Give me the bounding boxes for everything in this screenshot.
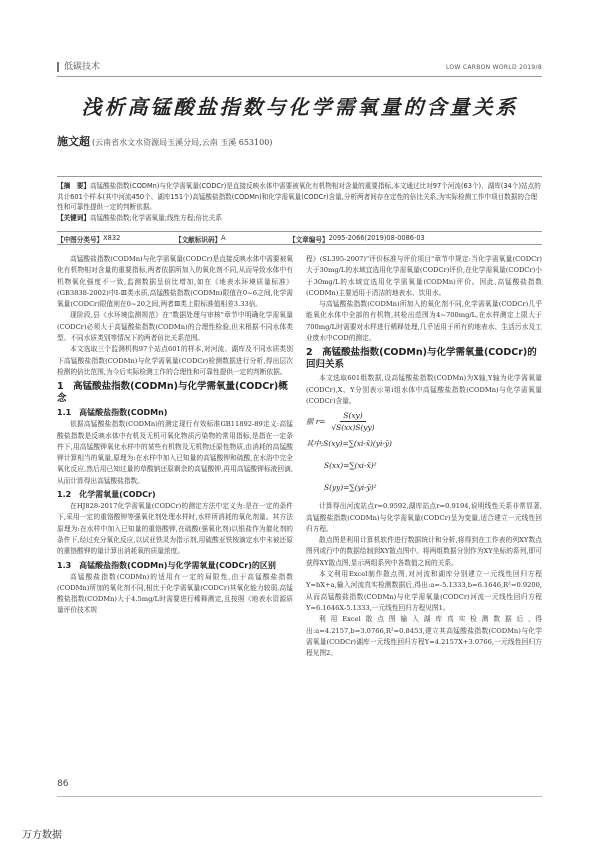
section-heading: 2 高锰酸盐指数(CODMn)与化学需氧量(CODCr)的回归关系 xyxy=(306,347,537,371)
page-number: 86 xyxy=(57,779,69,789)
formula-sxx: S(xx)= ∑(xi-x̄)² xyxy=(324,460,377,470)
clc-code: 【中图分类号】 X832 xyxy=(57,234,121,244)
body-paragraph: 本文选取三个监测机构97个站点601的样本,对河流、湖库及不同水质类别下高锰酸盐指数(CODMn)与化学需氧量(CODCr)检测数据进行分析,得出层次检测的倍比范围,为今后实际检测工作的合理性和可靠性提供一定的判断依据。 xyxy=(57,345,293,376)
author-affiliation: (云南省水文水资源局玉溪分局,云南 玉溪 653100) xyxy=(92,138,273,147)
right-column xyxy=(306,254,542,659)
body-paragraph: 计算得出河流站点r=0.9592,湖库站点r=0.9194,说明线性关系非常显著,高锰酸盐指数(CODMn)与化学需氧量(CODCr)呈为变量,适合建立一元线性回归方程。 xyxy=(306,502,542,533)
correlation-formula-block xyxy=(306,410,542,498)
body-paragraph: 本文选取601组数据,设高锰酸盐指数(CODMn)为X轴,Y轴为化学需氧量(CODCr),X、Y分别表示第i组水体中高锰酸盐指数(CODMn)与化学需氧量(CODCr)含量。 xyxy=(306,374,542,405)
section-heading: 1 高锰酸盐指数(CODMn)与化学需氧量(CODCr)概念 xyxy=(57,381,288,405)
abstract-block xyxy=(57,181,542,223)
body-paragraph: 散点图是利用计算机软件进行数据统计和分析,将得到在工作表的列XY数点图列或行中的数据绘制到XY散点图中。将两组数据分别作为XY坐标的系列,即可获得XY散点图,显示两组系列中各数值之间的关系。 xyxy=(306,536,542,567)
abstract-mid-rule xyxy=(57,231,542,232)
footer-rule xyxy=(57,796,542,797)
database-watermark: 万方数据 xyxy=(22,830,62,841)
subsection-heading: 1.2 化学需氧量(CODCr) xyxy=(57,490,156,500)
formula-syy: S(yy)= ∑(yi-ȳ)² xyxy=(324,482,377,492)
body-paragraph: 利用Excel散点图输入湖库真实检测数据后,得出:a=4.2157,b=3.0766,R²=0.8453,建立其高锰酸盐指数(CODMn)与化学需氧量(CODCr)湖库一元线性回归方程Y=4.2157X+3.0766,一元线性回归方程见图2。 xyxy=(306,615,542,658)
article-number: 【文章编号】 2095-2066(2019)08-0086-03 xyxy=(289,234,425,244)
body-paragraph: 高锰酸盐指数(CODMn)与化学需氧量(CODCr)是直接反映水体中需要被氧化有机物相对含量的重要指标,两者依据所加入的氧化剂不同,从而导致水体中有机物氧化强度不一致,监测数据呈倍比增加,如在《地表水环境质量标准》(GB3838-2002)中Ⅰ-Ⅲ类水质,高锰酸盐指数(CODMn)限值在0~6之间,化学需氧量(CODCr)限值则在0~20之间,两者Ⅲ类上限标准值相差3.33倍。 xyxy=(57,255,293,309)
subsection-heading: 1.3 高锰酸盐指数(CODMn)与化学需氧量(CODCr)的区别 xyxy=(57,560,276,570)
author-line xyxy=(57,133,272,149)
body-paragraph: 在HJ828-2017化学需氧量(CODCr)的测定方法中定义为:是在一定的条件下,采用一定的重铬酸钾等强氧化剂处理水样时,水样所消耗的氧化剂量。其方法原理为:在水样中加入已知量的重铬酸钾,在硫酸(强氧化剂)以银盐作为催化剂的条件下,经过充分氧化反应,以试亚铁灵为指示剂,用硫酸亚铁铵滴定水中未被还原的重铬酸钾的量计算出消耗氧的质量浓度。 xyxy=(57,502,293,556)
header-rule xyxy=(57,76,542,77)
body-paragraph: 与高锰酸盐指数(CODMn)所加入的氧化剂不同,化学需氧量(CODCr)几乎能氧化水体中全部的有机物,其检出范围为4~700mg/L,在水样测定上限大于700mg/L时需要对水样进行稀释处理,几乎适用于所有的地表水、生活污水及工业废水中COD的测定。 xyxy=(306,300,542,343)
left-column xyxy=(57,254,293,617)
journal-section-label: 低碳技术 xyxy=(57,62,100,72)
doc-code: 【文献标识码】 A xyxy=(175,234,226,244)
fraction: $\frac{S(xy)}{√S(xx)S(yy)}$ xyxy=(331,410,375,432)
body-paragraph: 依据高锰酸盐指数(CODMn)的测定现行有效标准GB11892-89定义:高锰酸盐指数是反映水体中有机及无机可氧化物质污染物的常用指标,是指在一定条件下,用高锰酸钾氧化水样中的某些有机物及无机物还原性物质,由消耗的高锰酸钾计算相当的氧量,原理为:在水样中加入已知量的高锰酸钾和硫酸,在水浴中完全氧化反应,然后用已知过量的草酸钠还原剩余的高锰酸钾,再用高锰酸钾标液回滴,从而计算得出高锰酸盐指数。 xyxy=(57,420,293,485)
body-paragraph: 程》(SL395-2007)"评价标准与评价项目"章节中规定:当化学需氧量(CODCr)大于30mg/L的水域宜选用化学需氧量(CODCr)评价,在化学需氧量(CODCr)小于30mg/L的水域宜选用化学需氧量(CODMn)评价。因此,高锰酸盐指数(CODMn)主要适用于清洁的地表水、饮用水。 xyxy=(306,255,542,297)
abstract-bottom-rule xyxy=(57,244,542,245)
paper-title: 浅析高锰酸盐指数与化学需氧量的含量关系 xyxy=(81,95,519,119)
formula-sxy: 其中:S(xy)= ∑(xi-x̄)(yi-ȳ) xyxy=(306,438,392,448)
keywords-line: 【关键词】高锰酸盐指数;化学需氧量;线性方程;倍比关系 xyxy=(57,213,222,222)
journal-issue-label: LOW CARBON WORLD 2019/8 xyxy=(446,64,542,71)
body-paragraph: 本文利用Excel制作散点图,对河流和湖库分别建立一元线性回归方程Y=bX+a,输入河流真实检测数据后,得出:a=-5.1333,b=6.1646,R²=0.9200,从而高锰酸盐指数(CODMn)与化学需氧量(CODCr)河流一元线性回归方程Y=6.1646X-5.1333,一元线性回归方程见图1。 xyxy=(306,570,542,612)
subsection-heading: 1.1 高锰酸盐指数(CODMn) xyxy=(57,408,168,418)
abstract-text: 【摘 要】高锰酸盐指数(CODMn)与化学需氧量(CODCr)是直接反映水体中需要被氧化有机物相对含量的重要指标,本文通过比对97个河流(63个)、湖库(34个)站点的共计601个样本(其中河流450个、湖库151个)高锰酸盐指数(CODMn)和化学需氧量(CODCr)含量,分析两者间存在定性的倍比关系,为实际检测工作中项目数据的合理性和可靠性提供一定的判断依据。 xyxy=(57,182,541,211)
formula-r: 据 r= $\frac{S(xy)}{√S(xx)S(yy)}$ xyxy=(306,410,542,432)
body-paragraph: 高锰酸盐指数(CODMn)的适用有一定的局限性,由于高锰酸盐指数(CODMn)所加的氧化剂不同,相比于化学需氧量(CODCr)其氧化能力较弱,高锰酸盐指数(CODMn)大于4.5mg/L时需要进行稀释测定,且按照《地表水资源质量评价技术规 xyxy=(57,572,293,615)
author-name: 施文超 xyxy=(57,135,90,148)
body-paragraph: 现阶段,县《水环境监测规范》在"数据处理与审核"章节中明确化学需氧量(CODCr)必须大于高锰酸盐指数(CODMn)的合理性检验,但未根据不同水体类型、不同水质类别等情况下的两者倍比关系范围。 xyxy=(57,311,293,343)
abstract-top-rule xyxy=(57,176,542,177)
